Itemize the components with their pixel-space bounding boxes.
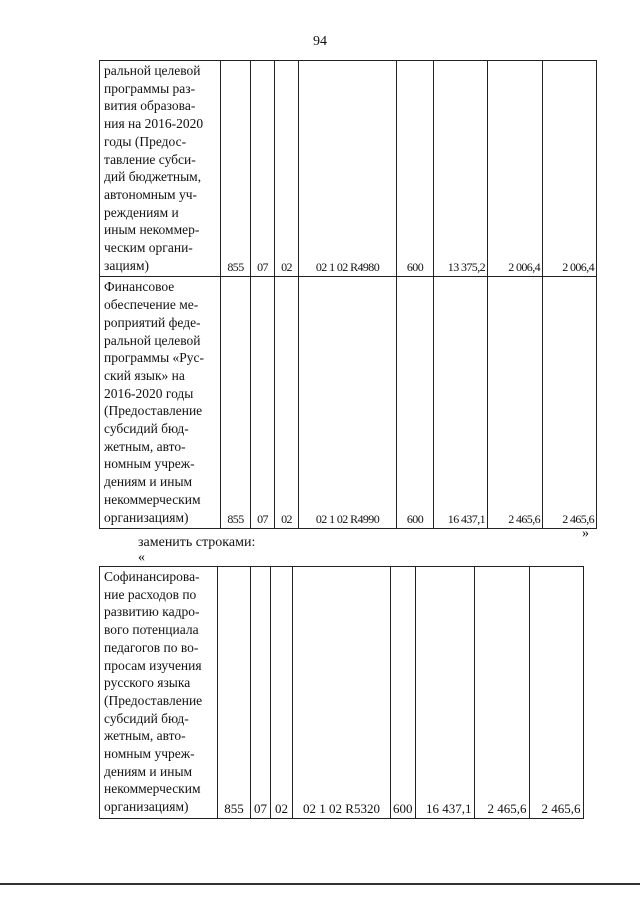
opening-quote: « [138, 550, 145, 565]
expense-type-code: 600 [391, 567, 416, 819]
amount-year-3: 2 006,4 [543, 61, 597, 277]
target-article-code: 02 1 02 R4980 [299, 61, 397, 277]
budget-table-replacement [99, 566, 584, 819]
section-code: 07 [251, 277, 275, 529]
amount-year-1: 16 437,1 [434, 277, 488, 529]
expense-type-code: 600 [397, 277, 434, 529]
ministry-code: 855 [221, 61, 251, 277]
subsection-code: 02 [275, 61, 299, 277]
replace-instruction: заменить строками: [138, 535, 256, 550]
target-article-code: 02 1 02 R4990 [299, 277, 397, 529]
ministry-code: 855 [221, 277, 251, 529]
amount-year-1: 13 375,2 [434, 61, 488, 277]
target-article-code: 02 1 02 R5320 [293, 567, 391, 819]
page-number: 94 [313, 34, 327, 49]
amount-year-2: 2 465,6 [474, 567, 529, 819]
ministry-code: 855 [218, 567, 251, 819]
amount-year-3: 2 465,6 [529, 567, 583, 819]
amount-year-2: 2 465,6 [488, 277, 543, 529]
amount-year-3: 2 465,6 [543, 277, 597, 529]
expense-type-code: 600 [397, 61, 434, 277]
budget-table-existing [99, 60, 597, 529]
closing-quote: » [582, 526, 589, 541]
table-row [100, 567, 584, 819]
section-code: 07 [251, 567, 271, 819]
scan-bottom-edge [0, 883, 640, 885]
expense-name: Софинансирова- ние расходов по развитию кадро- вого потенциала педагогов по во- просам изучения русского языка (Предоставление субсидий бюд- жетным, авто- номным учреж- дениям и иным некоммерческим организациям) [100, 567, 218, 819]
expense-name: ральной целевой программы раз- вития образова- ния на 2016-2020 годы (Предос- тавление субси- дий бюджетным, автономным уч- реждениям и иным некоммер- ческим органи- зациям) [100, 61, 221, 277]
section-code: 07 [251, 61, 275, 277]
amount-year-2: 2 006,4 [488, 61, 543, 277]
table-row [100, 61, 597, 277]
expense-name: Финансовое обеспечение ме- роприятий феде- ральной целевой программы «Рус- ский язык» на 2016-2020 годы (Предоставление субсидий бюд- жетным, авто- номным учреж- дениям и иным некоммерческим организациям) [100, 277, 221, 529]
amount-year-1: 16 437,1 [415, 567, 474, 819]
subsection-code: 02 [271, 567, 293, 819]
subsection-code: 02 [275, 277, 299, 529]
table-row [100, 277, 597, 529]
